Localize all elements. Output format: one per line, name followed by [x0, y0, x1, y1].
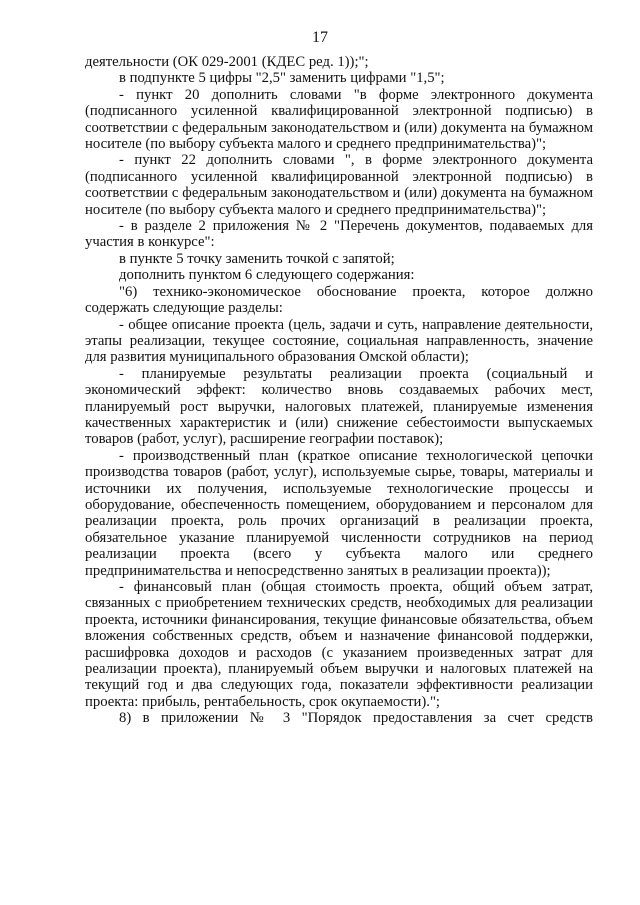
- paragraph: 8) в приложении № 3 "Порядок предоставления за счет средств: [119, 710, 593, 727]
- paragraph: "6) технико-экономическое обоснование проекта, которое должно содержать следующие разделы:: [85, 283, 593, 317]
- paragraph: - производственный план (краткое описание технологической цепочки производства товаров (работ, услуг), используемые сырье, товары, материалы и источники их получения, используемые технологические процессы и оборудование, обеспеченность помещением, оборудованием и персоналом для реализации проекта, роль прочих организаций в реализации проекта, обязательное указание планируемой численности сотрудников на период реализации проекта (всего у субъекта малого или среднего предпринимательства и непосредственно занятых в реализации проекта));: [85, 447, 593, 579]
- paragraph: в подпункте 5 цифры "2,5" заменить цифрами "1,5";: [119, 70, 445, 87]
- paragraph: - планируемые результаты реализации проекта (социальный и экономический эффект: количество вновь создаваемых рабочих мест, планируемый рост выручки, налоговых платежей, планируемые изменения качественных характеристик и (или) снижение себестоимости выпускаемых товаров (работ, услуг), расширение географии поставок);: [85, 365, 593, 448]
- paragraph: в пункте 5 точку заменить точкой с запятой;: [119, 250, 395, 267]
- paragraph: - финансовый план (общая стоимость проекта, общий объем затрат, связанных с приобретением технических средств, необходимых для реализации проекта, источники финансирования, текущие финансовые обязательства, объем вложения собственных средств, объем и назначение финансовой поддержки, расшифровка доходов и расходов (с указанием произведенных затрат для реализации проекта), планируемый объем выручки и налоговых платежей на текущий год и два следующих года, показатели эффективности реализации проекта: прибыль, рентабельность, срок окупаемости).";: [85, 579, 593, 710]
- paragraph: - общее описание проекта (цель, задачи и суть, направление деятельности, этапы реализации, текущее состояние, социальная направленность, значение для развития муниципального образования Омской области);: [85, 316, 593, 366]
- paragraph: деятельности (ОК 029-2001 (КДЕС ред. 1));";: [85, 54, 369, 70]
- paragraph: - пункт 22 дополнить словами ", в форме электронного документа (подписанного усиленной квалифицированной электронной подписью) в соответствии с федеральным законодательством и (или) документа на бумажном носителе (по выбору субъекта малого и среднего предпринимательства)";: [85, 152, 593, 218]
- paragraph: дополнить пунктом 6 следующего содержания:: [119, 267, 415, 284]
- paragraph: - пункт 20 дополнить словами "в форме электронного документа (подписанного усиленной квалифицированной электронной подписью) в соответствии с федеральным законодательством и (или) документа на бумажном носителе (по выбору субъекта малого и среднего предпринимательства)";: [85, 86, 593, 153]
- document-body: [85, 54, 593, 727]
- page-number: 17: [312, 29, 328, 46]
- paragraph: - в разделе 2 приложения № 2 "Перечень документов, подаваемых для участия в конкурсе":: [85, 218, 593, 251]
